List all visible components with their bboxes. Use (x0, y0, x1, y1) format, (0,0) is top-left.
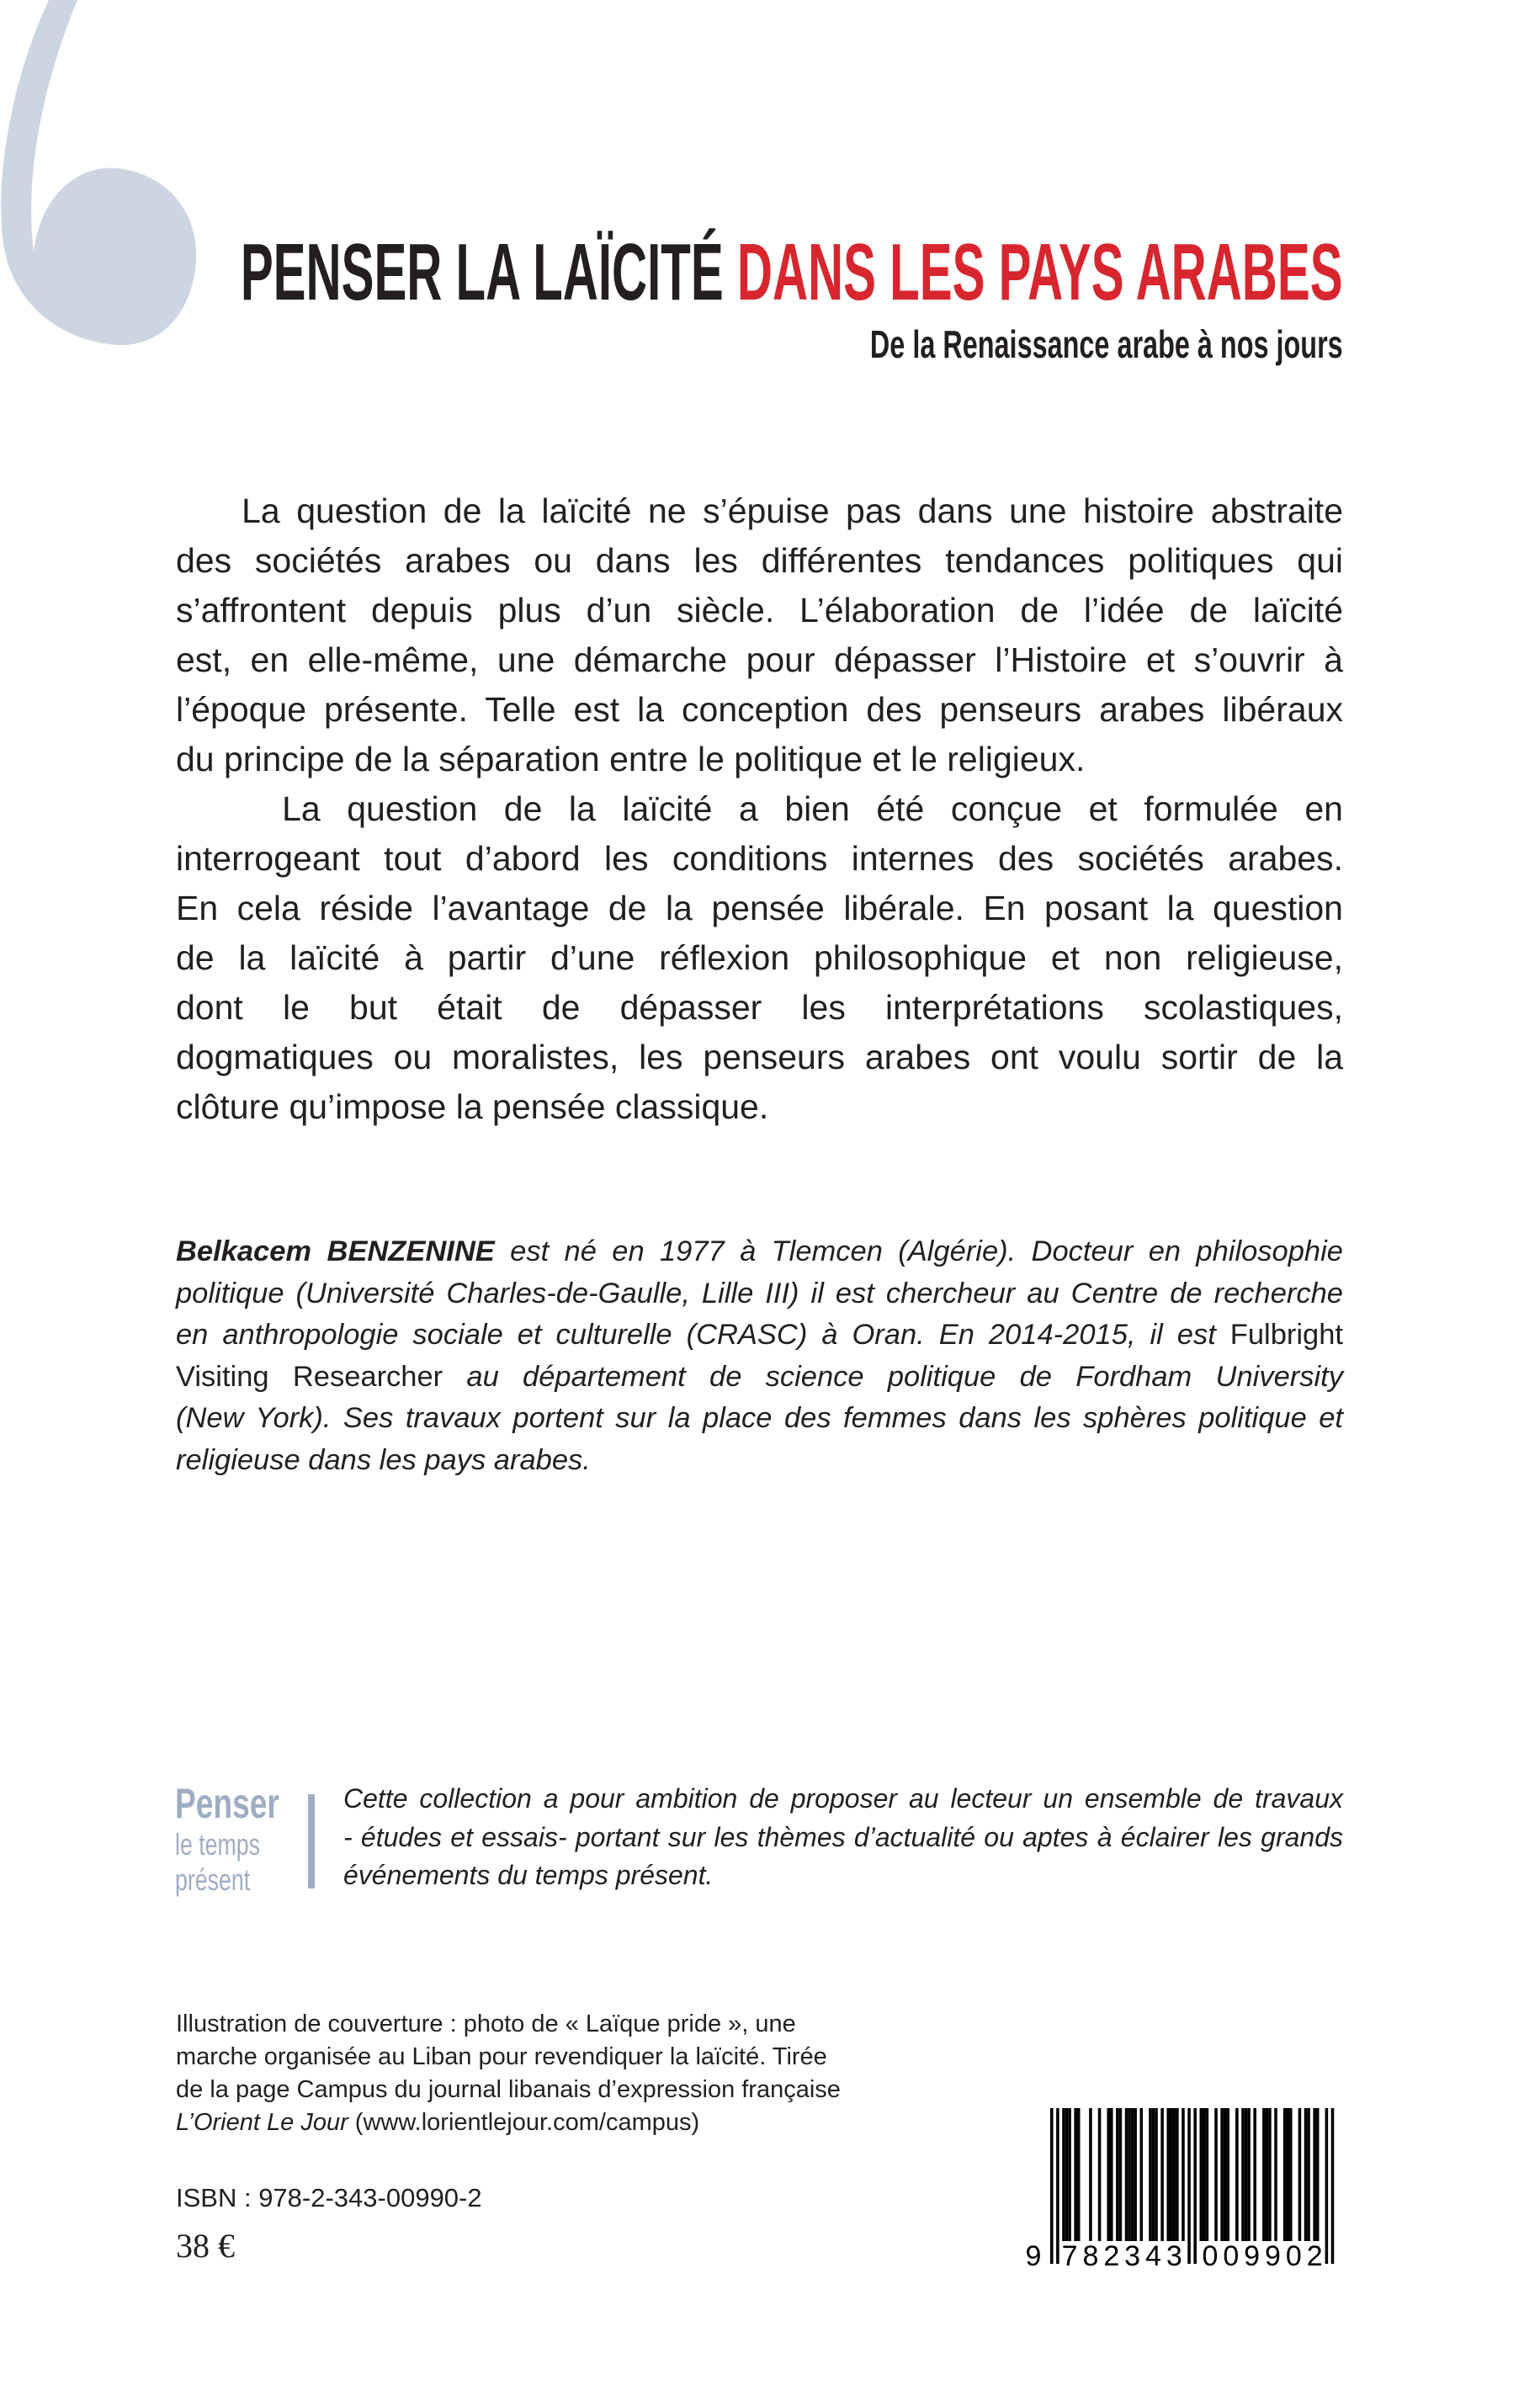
bio-text: au département de science politique de Fordham University (443, 1360, 1343, 1393)
summary-line: dont le but était de dépasser les interprétations scolastiques, (176, 988, 1343, 1027)
barcode-bar (1125, 2108, 1128, 2241)
barcode-bar (1149, 2108, 1152, 2241)
logo-line: présent (175, 1862, 251, 1897)
barcode-bar (1307, 2108, 1310, 2241)
barcode-bar (1056, 2108, 1059, 2264)
barcode-bar (1182, 2108, 1185, 2241)
barcode-bar (1206, 2108, 1209, 2241)
barcode-bar (1241, 2108, 1245, 2241)
barcode-bar (1235, 2108, 1239, 2241)
barcode-bar (1155, 2108, 1158, 2241)
barcode-bar (1173, 2108, 1176, 2241)
barcode-bar (1304, 2108, 1308, 2241)
credit-line: Illustration de couverture : photo de « Laïque pride », une (176, 2011, 796, 2037)
collection-line: - études et essais- portant sur les thèmes d’actualité ou aptes à éclairer les grands (343, 1821, 1343, 1852)
barcode-bar (1200, 2108, 1203, 2241)
bio-line (176, 1315, 1343, 1357)
barcode-bar (1098, 2108, 1102, 2241)
summary-line: En cela réside l’avantage de la pensée libérale. En posant la question (176, 889, 1343, 927)
collection-line: événements du temps présent. (343, 1860, 714, 1891)
logo-line: Penser (175, 1780, 279, 1827)
barcode-digit: 4 (1145, 2240, 1161, 2272)
barcode-digit: 9 (1265, 2240, 1281, 2272)
barcode-digit: 7 (1061, 2240, 1078, 2272)
barcode-bar (1253, 2108, 1256, 2241)
bio-text: Visiting Researcher (176, 1360, 443, 1393)
credit-line: marche organisée au Liban pour revendiquer la laïcité. Tirée (176, 2043, 827, 2070)
barcode-digit: 2 (1103, 2240, 1120, 2272)
logo-line: le temps (175, 1827, 261, 1862)
title-part-1: PENSER LA LAÏCITÉ (241, 227, 738, 317)
barcode-bar (1203, 2108, 1206, 2241)
barcode-digit: 2 (1306, 2240, 1323, 2272)
collection-divider (308, 1794, 315, 1888)
bio-text: religieuse dans les pays arabes. (176, 1443, 591, 1476)
summary-line: s’affrontent depuis plus d’un siècle. L’élaboration de l’idée de laïcité (176, 591, 1343, 629)
barcode-bar (1247, 2108, 1251, 2241)
collection-line: Cette collection a pour ambition de proposer au lecteur un ensemble de travaux (343, 1783, 1343, 1814)
bio-text: est né en 1977 à Tlemcen (Algérie). Docteur en philosophie (494, 1235, 1343, 1267)
barcode-bar (1110, 2108, 1113, 2241)
credit-source-title: L’Orient Le Jour (176, 2109, 348, 2136)
bio-text: politique (Université Charles-de-Gaulle, Lille III) il est chercheur au Centre de recherche (176, 1277, 1343, 1309)
barcode-bar (1065, 2108, 1069, 2241)
barcode-bar (1193, 2108, 1197, 2264)
barcode-bar (1266, 2108, 1269, 2241)
barcode-bar (1224, 2108, 1227, 2241)
barcode-bar (1074, 2108, 1077, 2241)
barcode-digit: 0 (1202, 2240, 1219, 2272)
author-bio (176, 1231, 1343, 1481)
barcode-bar (1274, 2108, 1277, 2241)
bio-line (176, 1273, 1343, 1315)
book-subtitle: De la Renaissance arabe à nos jours (870, 322, 1343, 366)
barcode-bar (1313, 2108, 1316, 2241)
barcode-digit: 0 (1223, 2240, 1240, 2272)
barcode-bar (1298, 2108, 1302, 2241)
bio-line (176, 1440, 1343, 1482)
barcode-bar (1068, 2108, 1071, 2241)
bio-text: (New York). Ses travaux portent sur la place des femmes dans les sphères politique et (176, 1402, 1343, 1434)
barcode-bar (1289, 2108, 1293, 2241)
barcode-bar (1119, 2108, 1123, 2241)
barcode-bar (1160, 2108, 1164, 2241)
summary-line: est, en elle-même, une démarche pour dépasser l’Histoire et s’ouvrir à (176, 640, 1343, 679)
barcode-bar (1245, 2108, 1248, 2241)
barcode-bar (1214, 2108, 1218, 2241)
barcode-digit: 3 (1124, 2240, 1141, 2272)
bio-line (176, 1231, 1343, 1273)
barcode-bar (1050, 2108, 1054, 2264)
barcode-bar (1226, 2108, 1229, 2241)
bio-line (176, 1357, 1343, 1399)
barcode-bar (1131, 2108, 1134, 2241)
barcode-bar (1283, 2108, 1287, 2241)
price: 38 € (176, 2227, 235, 2265)
summary-line: clôture qu’impose la pensée classique. (176, 1087, 769, 1126)
barcode-bar (1286, 2108, 1289, 2241)
barcode-digit: 9 (1025, 2240, 1042, 2272)
summary-line: du principe de la séparation entre le politique et le religieux. (176, 740, 1086, 778)
barcode-digit: 9 (1244, 2240, 1261, 2272)
barcode-bar (1166, 2108, 1170, 2241)
summary-line: dogmatiques ou moralistes, les penseurs arabes ont voulu sortir de la (176, 1038, 1343, 1076)
barcode-digit: 3 (1166, 2240, 1182, 2272)
barcode (1025, 2104, 1349, 2272)
barcode-bar (1140, 2108, 1144, 2241)
barcode-bar (1128, 2108, 1131, 2241)
cover-credits (176, 2008, 933, 2139)
summary-line: La question de la laïcité ne s’épuise pas dans une histoire abstraite (176, 491, 1343, 530)
bio-text: Fulbright (1229, 1319, 1343, 1351)
summary-line: de la laïcité à partir d’une réflexion philosophique et non religieuse, (176, 938, 1343, 977)
barcode-bar (1187, 2108, 1191, 2264)
barcode-bar (1062, 2108, 1065, 2241)
credit-line: de la page Campus du journal libanais d’expression française (176, 2076, 841, 2103)
title-part-2: DANS LES PAYS ARABES (737, 227, 1343, 317)
bio-text: en anthropologie sociale et culturelle (CRASC) à Oran. En 2014-2015, il est (176, 1319, 1230, 1351)
bio-line (176, 1398, 1343, 1440)
book-title (241, 227, 1343, 317)
barcode-bar (1107, 2108, 1110, 2241)
summary-line: des sociétés arabes ou dans les différentes tendances politiques qui (176, 541, 1343, 580)
credit-source-url: (www.lorientlejour.com/campus) (348, 2109, 700, 2136)
barcode-digit: 8 (1082, 2240, 1099, 2272)
barcode-bar (1152, 2108, 1155, 2241)
barcode-bar (1268, 2108, 1272, 2241)
quote-mark-icon (0, 0, 219, 370)
barcode-bar (1325, 2108, 1329, 2264)
summary-line: l’époque présente. Telle est la conception des penseurs arabes libéraux (176, 690, 1343, 729)
barcode-bar (1134, 2108, 1137, 2241)
summary-line: interrogeant tout d’abord les conditions internes des sociétés arabes. (176, 839, 1343, 878)
isbn: ISBN : 978-2-343-00990-2 (176, 2183, 482, 2212)
barcode-bar (1262, 2108, 1266, 2241)
barcode-bar (1220, 2108, 1224, 2241)
barcode-bar (1170, 2108, 1173, 2241)
barcode-bar (1089, 2108, 1092, 2241)
barcode-bar (1176, 2108, 1179, 2241)
barcode-bar (1077, 2108, 1081, 2241)
summary-text (176, 486, 1343, 1132)
collection-description (343, 1780, 1343, 1895)
barcode-bar (1331, 2108, 1335, 2264)
barcode-bar (1316, 2108, 1320, 2241)
summary-line: La question de la laïcité a bien été conçue et formulée en (176, 789, 1343, 828)
barcode-bar (1116, 2108, 1119, 2241)
barcode-digit: 0 (1285, 2240, 1302, 2272)
author-name: Belkacem BENZENINE (176, 1235, 495, 1267)
collection-logo (175, 1782, 316, 1895)
